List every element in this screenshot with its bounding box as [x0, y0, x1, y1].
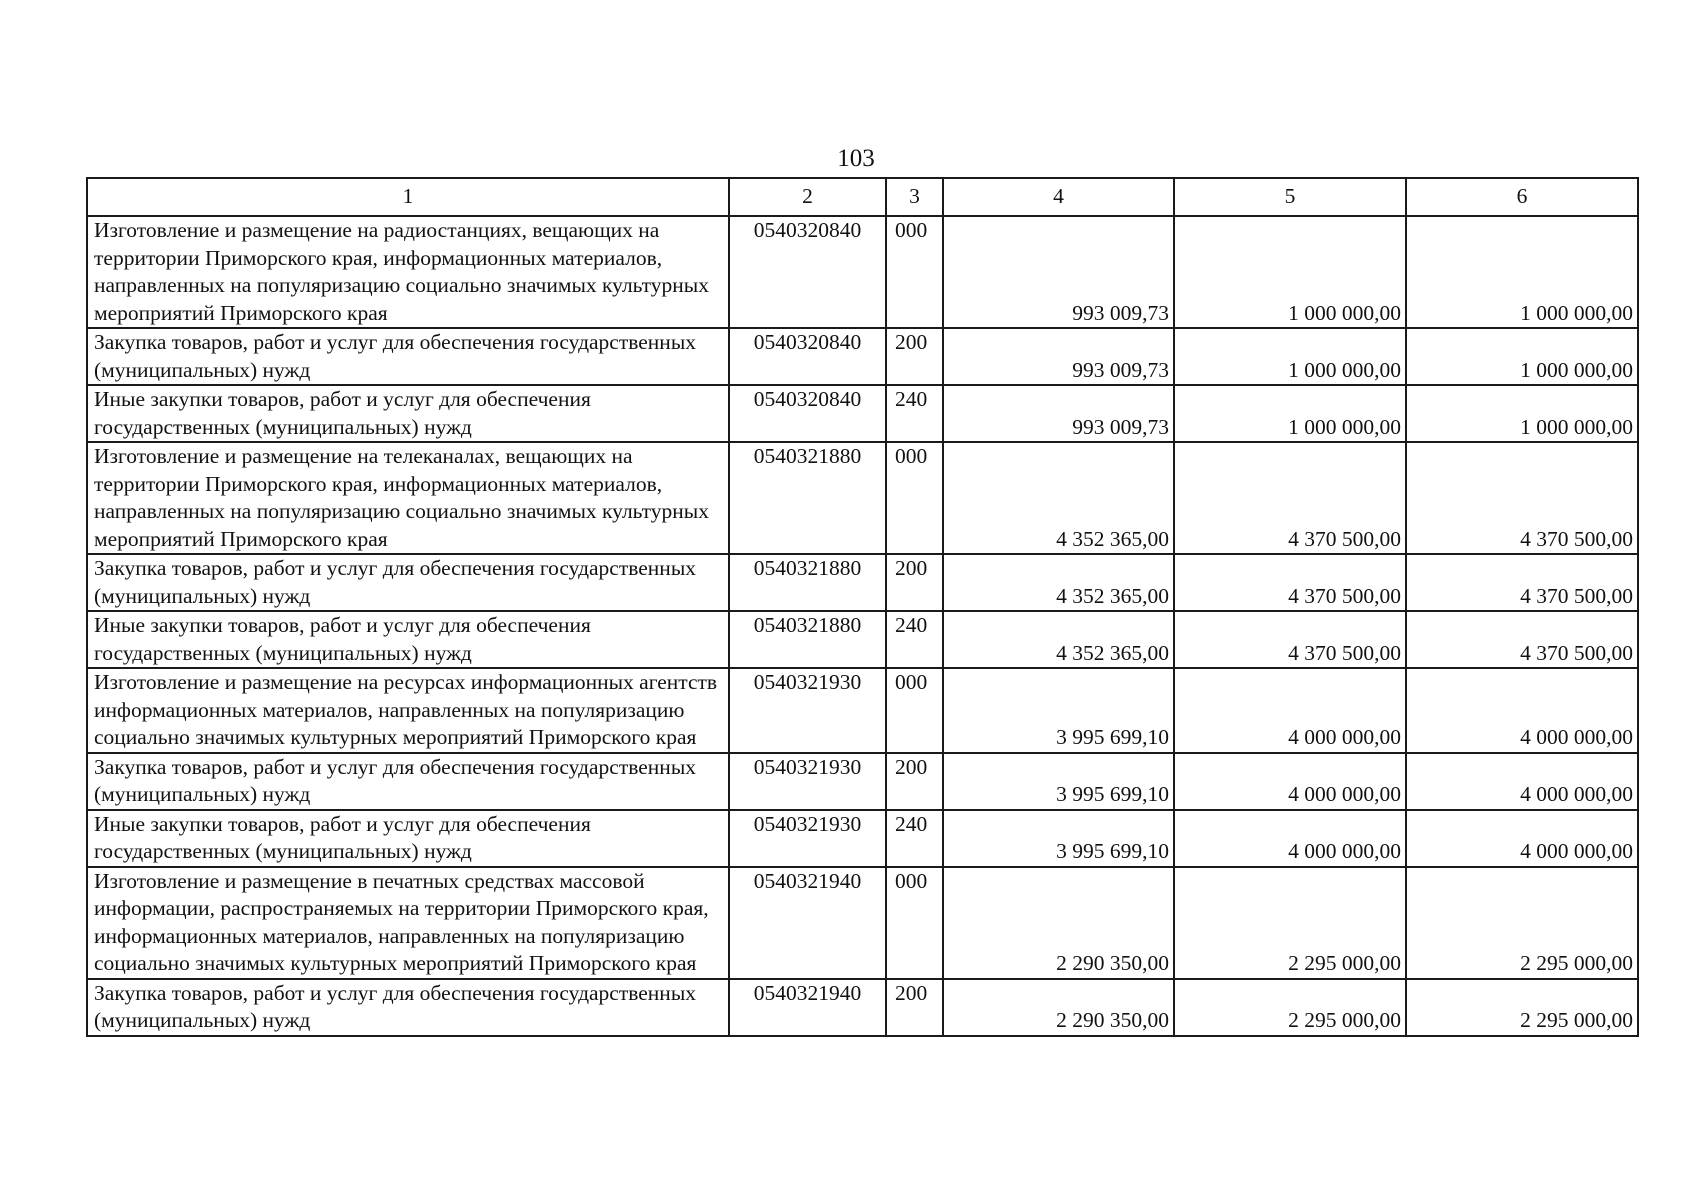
- row-name-cell: Закупка товаров, работ и услуг для обеспечения государственных (муниципальных) нужд: [87, 753, 729, 810]
- row-code-cell: 0540321880: [729, 442, 886, 554]
- row-code-cell: 0540321930: [729, 668, 886, 753]
- row-value-col4: 3 995 699,10: [943, 753, 1174, 810]
- row-value-col6: 1 000 000,00: [1406, 385, 1638, 442]
- row-type-cell: 240: [886, 810, 943, 867]
- row-code-cell: 0540321880: [729, 611, 886, 668]
- row-code-cell: 0540321940: [729, 867, 886, 979]
- table-row: [87, 668, 1638, 753]
- row-value-col4: 2 290 350,00: [943, 867, 1174, 979]
- row-value-col5: 2 295 000,00: [1174, 867, 1406, 979]
- table-row: [87, 753, 1638, 810]
- header-col-3: 3: [886, 178, 943, 216]
- table-row: [87, 385, 1638, 442]
- row-code-cell: 0540320840: [729, 216, 886, 328]
- row-type-cell: 200: [886, 979, 943, 1036]
- page-number: 103: [837, 145, 875, 172]
- table-row: [87, 442, 1638, 554]
- row-type-cell: 200: [886, 328, 943, 385]
- row-value-col5: 4 370 500,00: [1174, 554, 1406, 611]
- row-value-col6: 4 370 500,00: [1406, 554, 1638, 611]
- row-value-col4: 993 009,73: [943, 328, 1174, 385]
- row-value-col4: 3 995 699,10: [943, 810, 1174, 867]
- row-value-col5: 1 000 000,00: [1174, 216, 1406, 328]
- table-row: [87, 979, 1638, 1036]
- row-value-col4: 4 352 365,00: [943, 554, 1174, 611]
- row-type-cell: 240: [886, 385, 943, 442]
- row-value-col6: 2 295 000,00: [1406, 979, 1638, 1036]
- row-value-col4: 4 352 365,00: [943, 611, 1174, 668]
- row-value-col4: 993 009,73: [943, 385, 1174, 442]
- row-type-cell: 000: [886, 442, 943, 554]
- row-value-col4: 993 009,73: [943, 216, 1174, 328]
- row-value-col6: 4 000 000,00: [1406, 810, 1638, 867]
- row-value-col6: 1 000 000,00: [1406, 328, 1638, 385]
- row-type-cell: 200: [886, 753, 943, 810]
- row-code-cell: 0540321940: [729, 979, 886, 1036]
- row-code-cell: 0540321880: [729, 554, 886, 611]
- row-code-cell: 0540320840: [729, 328, 886, 385]
- row-value-col6: 2 295 000,00: [1406, 867, 1638, 979]
- row-value-col6: 4 000 000,00: [1406, 668, 1638, 753]
- table-row: [87, 611, 1638, 668]
- row-type-cell: 000: [886, 867, 943, 979]
- row-value-col5: 2 295 000,00: [1174, 979, 1406, 1036]
- row-name-cell: Изготовление и размещение на ресурсах информационных агентств информационных материалов, направленных на популяризацию социально значимых культурных мероприятий Приморского края: [87, 668, 729, 753]
- row-value-col4: 3 995 699,10: [943, 668, 1174, 753]
- row-value-col5: 1 000 000,00: [1174, 385, 1406, 442]
- row-type-cell: 240: [886, 611, 943, 668]
- row-name-cell: Изготовление и размещение на радиостанциях, вещающих на территории Приморского края, информационных материалов, направленных на популяризацию социально значимых культурных мероприятий Приморского края: [87, 216, 729, 328]
- row-name-cell: Закупка товаров, работ и услуг для обеспечения государственных (муниципальных) нужд: [87, 554, 729, 611]
- row-code-cell: 0540320840: [729, 385, 886, 442]
- row-value-col5: 4 000 000,00: [1174, 753, 1406, 810]
- row-value-col6: 4 370 500,00: [1406, 442, 1638, 554]
- table-row: [87, 554, 1638, 611]
- row-value-col6: 4 000 000,00: [1406, 753, 1638, 810]
- table-header-row: [87, 178, 1638, 216]
- row-value-col5: 4 370 500,00: [1174, 611, 1406, 668]
- row-type-cell: 200: [886, 554, 943, 611]
- row-value-col6: 4 370 500,00: [1406, 611, 1638, 668]
- row-value-col5: 4 370 500,00: [1174, 442, 1406, 554]
- header-col-2: 2: [729, 178, 886, 216]
- row-type-cell: 000: [886, 668, 943, 753]
- budget-table: [86, 177, 1639, 1037]
- table-row: [87, 867, 1638, 979]
- row-name-cell: Закупка товаров, работ и услуг для обеспечения государственных (муниципальных) нужд: [87, 328, 729, 385]
- row-value-col6: 1 000 000,00: [1406, 216, 1638, 328]
- header-col-6: 6: [1406, 178, 1638, 216]
- row-name-cell: Иные закупки товаров, работ и услуг для обеспечения государственных (муниципальных) нужд: [87, 810, 729, 867]
- row-name-cell: Иные закупки товаров, работ и услуг для обеспечения государственных (муниципальных) нужд: [87, 385, 729, 442]
- header-col-5: 5: [1174, 178, 1406, 216]
- row-name-cell: Закупка товаров, работ и услуг для обеспечения государственных (муниципальных) нужд: [87, 979, 729, 1036]
- row-type-cell: 000: [886, 216, 943, 328]
- table-body: [87, 178, 1638, 1036]
- row-name-cell: Изготовление и размещение в печатных средствах массовой информации, распространяемых на территории Приморского края, информационных материалов, направленных на популяризацию социально значимых культурных мероприятий Приморского края: [87, 867, 729, 979]
- row-code-cell: 0540321930: [729, 810, 886, 867]
- row-value-col5: 1 000 000,00: [1174, 328, 1406, 385]
- table-row: [87, 216, 1638, 328]
- header-col-4: 4: [943, 178, 1174, 216]
- row-value-col4: 2 290 350,00: [943, 979, 1174, 1036]
- table-row: [87, 810, 1638, 867]
- header-col-1: 1: [87, 178, 729, 216]
- table-row: [87, 328, 1638, 385]
- row-value-col5: 4 000 000,00: [1174, 668, 1406, 753]
- row-code-cell: 0540321930: [729, 753, 886, 810]
- row-name-cell: Изготовление и размещение на телеканалах, вещающих на территории Приморского края, информационных материалов, направленных на популяризацию социально значимых культурных мероприятий Приморского края: [87, 442, 729, 554]
- row-value-col4: 4 352 365,00: [943, 442, 1174, 554]
- row-value-col5: 4 000 000,00: [1174, 810, 1406, 867]
- row-name-cell: Иные закупки товаров, работ и услуг для обеспечения государственных (муниципальных) нужд: [87, 611, 729, 668]
